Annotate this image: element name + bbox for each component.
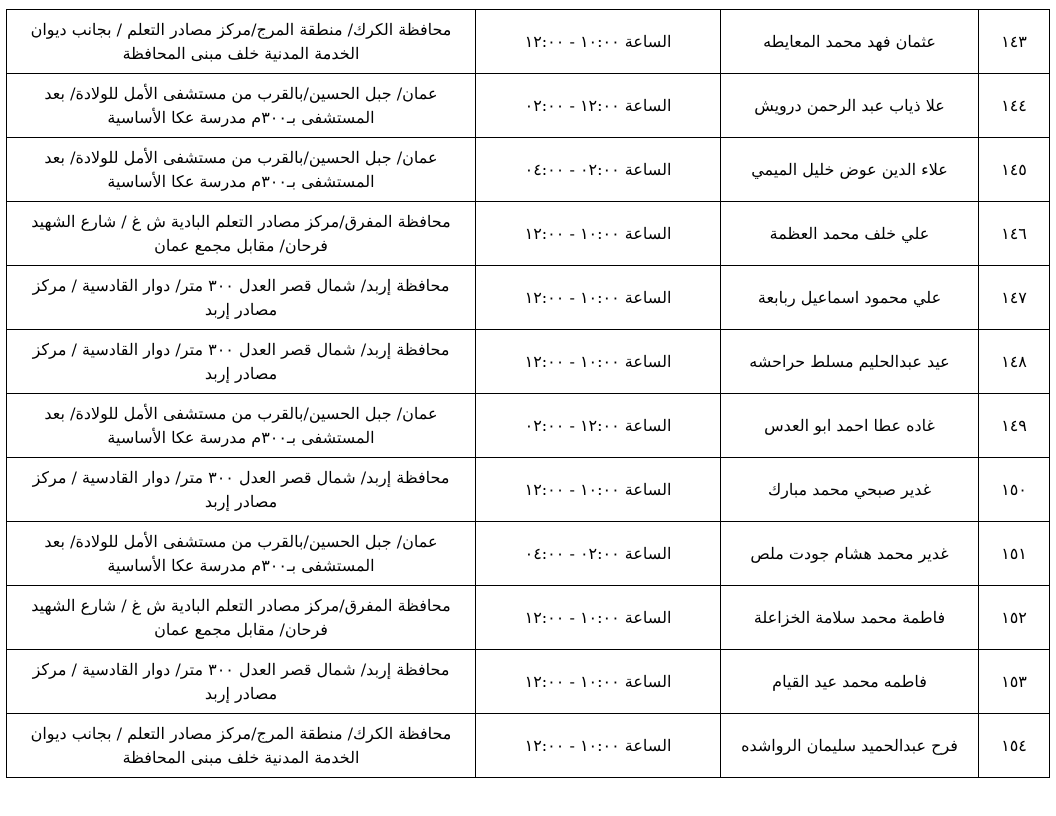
candidate-name: علي خلف محمد العظمة	[721, 202, 979, 266]
row-number: ١٤٩	[979, 394, 1050, 458]
candidate-name: علاء الدين عوض خليل الميمي	[721, 138, 979, 202]
candidate-name: غاده عطا احمد ابو العدس	[721, 394, 979, 458]
time-slot: الساعة ١٠:٠٠ - ١٢:٠٠	[476, 586, 721, 650]
table-row	[7, 138, 1050, 202]
table-row	[7, 586, 1050, 650]
candidate-name: علي محمود اسماعيل ربابعة	[721, 266, 979, 330]
time-slot: الساعة ١٠:٠٠ - ١٢:٠٠	[476, 202, 721, 266]
row-number: ١٤٤	[979, 74, 1050, 138]
roster-body	[7, 10, 1050, 778]
table-row	[7, 714, 1050, 778]
row-number: ١٤٦	[979, 202, 1050, 266]
time-slot: الساعة ١٠:٠٠ - ١٢:٠٠	[476, 714, 721, 778]
row-number: ١٥٤	[979, 714, 1050, 778]
exam-location: عمان/ جبل الحسين/بالقرب من مستشفى الأمل للولادة/ بعد المستشفى بـ٣٠٠م مدرسة عكا الأساسية	[7, 522, 476, 586]
exam-location: محافظة إربد/ شمال قصر العدل ٣٠٠ متر/ دوار القادسية / مركز مصادر إربد	[7, 650, 476, 714]
table-row	[7, 202, 1050, 266]
table-row	[7, 458, 1050, 522]
row-number: ١٤٣	[979, 10, 1050, 74]
row-number: ١٥٣	[979, 650, 1050, 714]
exam-location: محافظة الكرك/ منطقة المرج/مركز مصادر التعلم / بجانب ديوان الخدمة المدنية خلف مبنى المحافظة	[7, 10, 476, 74]
time-slot: الساعة ١٠:٠٠ - ١٢:٠٠	[476, 458, 721, 522]
table-row	[7, 266, 1050, 330]
candidate-name: فاطمة محمد سلامة الخزاعلة	[721, 586, 979, 650]
candidate-name: عيد عبدالحليم مسلط حراحشه	[721, 330, 979, 394]
candidate-name: غدير صبحي محمد مبارك	[721, 458, 979, 522]
time-slot: الساعة ١٠:٠٠ - ١٢:٠٠	[476, 266, 721, 330]
row-number: ١٥١	[979, 522, 1050, 586]
table-row	[7, 10, 1050, 74]
candidate-name: عثمان فهد محمد المعايطه	[721, 10, 979, 74]
candidate-name: فاطمه محمد عيد القيام	[721, 650, 979, 714]
exam-location: محافظة الكرك/ منطقة المرج/مركز مصادر التعلم / بجانب ديوان الخدمة المدنية خلف مبنى المحافظة	[7, 714, 476, 778]
exam-location: محافظة إربد/ شمال قصر العدل ٣٠٠ متر/ دوار القادسية / مركز مصادر إربد	[7, 458, 476, 522]
time-slot: الساعة ١٢:٠٠ - ٠٢:٠٠	[476, 394, 721, 458]
row-number: ١٤٨	[979, 330, 1050, 394]
candidate-name: فرح عبدالحميد سليمان الرواشده	[721, 714, 979, 778]
row-number: ١٤٥	[979, 138, 1050, 202]
table-row	[7, 650, 1050, 714]
candidate-name: غدير محمد هشام جودت ملص	[721, 522, 979, 586]
table-row	[7, 74, 1050, 138]
candidate-name: علا ذياب عبد الرحمن درويش	[721, 74, 979, 138]
row-number: ١٥٢	[979, 586, 1050, 650]
exam-location: محافظة المفرق/مركز مصادر التعلم البادية ش غ / شارع الشهيد فرحان/ مقابل مجمع عمان	[7, 202, 476, 266]
time-slot: الساعة ١٠:٠٠ - ١٢:٠٠	[476, 330, 721, 394]
time-slot: الساعة ١٠:٠٠ - ١٢:٠٠	[476, 650, 721, 714]
table-row	[7, 330, 1050, 394]
exam-location: محافظة المفرق/مركز مصادر التعلم البادية ش غ / شارع الشهيد فرحان/ مقابل مجمع عمان	[7, 586, 476, 650]
row-number: ١٥٠	[979, 458, 1050, 522]
time-slot: الساعة ٠٢:٠٠ - ٠٤:٠٠	[476, 138, 721, 202]
exam-location: محافظة إربد/ شمال قصر العدل ٣٠٠ متر/ دوار القادسية / مركز مصادر إربد	[7, 266, 476, 330]
exam-location: عمان/ جبل الحسين/بالقرب من مستشفى الأمل للولادة/ بعد المستشفى بـ٣٠٠م مدرسة عكا الأساسية	[7, 138, 476, 202]
exam-location: عمان/ جبل الحسين/بالقرب من مستشفى الأمل للولادة/ بعد المستشفى بـ٣٠٠م مدرسة عكا الأساسية	[7, 74, 476, 138]
roster-table	[6, 9, 1050, 778]
table-row	[7, 394, 1050, 458]
table-row	[7, 522, 1050, 586]
exam-location: عمان/ جبل الحسين/بالقرب من مستشفى الأمل للولادة/ بعد المستشفى بـ٣٠٠م مدرسة عكا الأساسية	[7, 394, 476, 458]
time-slot: الساعة ١٢:٠٠ - ٠٢:٠٠	[476, 74, 721, 138]
time-slot: الساعة ٠٢:٠٠ - ٠٤:٠٠	[476, 522, 721, 586]
exam-location: محافظة إربد/ شمال قصر العدل ٣٠٠ متر/ دوار القادسية / مركز مصادر إربد	[7, 330, 476, 394]
time-slot: الساعة ١٠:٠٠ - ١٢:٠٠	[476, 10, 721, 74]
row-number: ١٤٧	[979, 266, 1050, 330]
